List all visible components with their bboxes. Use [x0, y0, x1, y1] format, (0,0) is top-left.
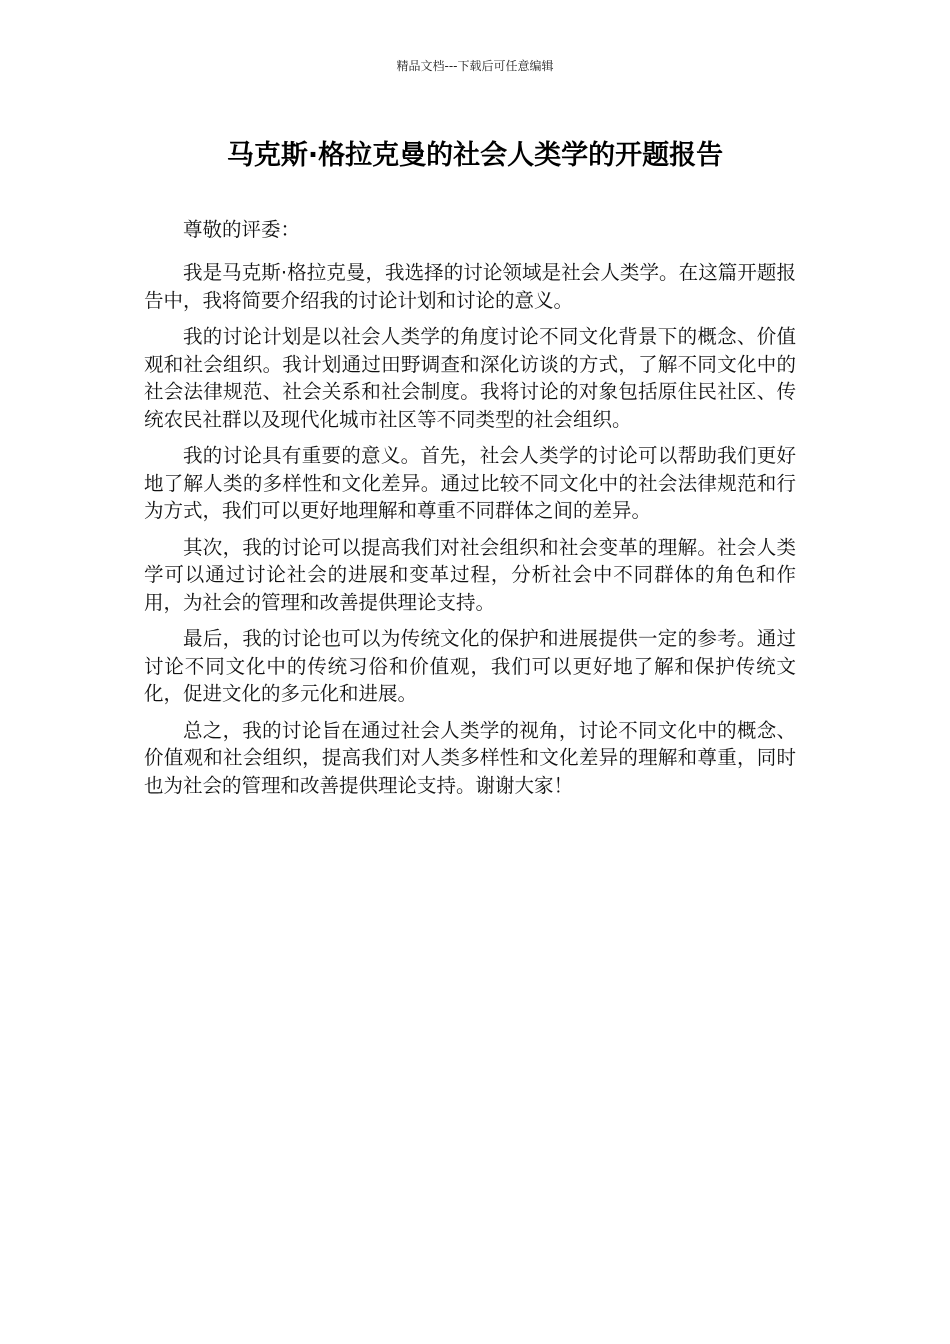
paragraph-finally: 最后，我的讨论也可以为传统文化的保护和进展提供一定的参考。通过讨论不同文化中的传统习俗和价值观，我们可以更好地了解和保护传统文化，促进文化的多元化和进展。 — [144, 627, 796, 705]
paragraph-secondly: 其次，我的讨论可以提高我们对社会组织和社会变革的理解。社会人类学可以通过讨论社会的进展和变革过程，分析社会中不同群体的角色和作用，为社会的管理和改善提供理论支持。 — [144, 535, 796, 614]
paragraph-significance: 我的讨论具有重要的意义。首先，社会人类学的讨论可以帮助我们更好地了解人类的多样性和文化差异。通过比较不同文化中的社会法律规范和行为方式，我们可以更好地理解和尊重不同群体之间的差异。 — [144, 444, 796, 522]
salutation: 尊敬的评委： — [183, 218, 301, 241]
paragraph-research-plan: 我的讨论计划是以社会人类学的角度讨论不同文化背景下的概念、价值观和社会组织。我计划通过田野调查和深化访谈的方式，了解不同文化中的社会法律规范、社会关系和社会制度。我将讨论的对象包括原住民社区、传统农民社群以及现代化城市社区等不同类型的社会组织。 — [144, 325, 796, 431]
paragraph-conclusion: 总之，我的讨论旨在通过社会人类学的视角，讨论不同文化中的概念、价值观和社会组织，提高我们对人类多样性和文化差异的理解和尊重，同时也为社会的管理和改善提供理论支持。谢谢大家！ — [144, 718, 796, 797]
header-note: 精品文档---下载后可任意编辑 — [396, 59, 554, 73]
document-body — [144, 215, 796, 808]
paragraph-intro: 我是马克斯·格拉克曼，我选择的讨论领域是社会人类学。在这篇开题报告中，我将简要介绍我的讨论计划和讨论的意义。 — [144, 261, 796, 312]
document-title: 马克斯·格拉克曼的社会人类学的开题报告 — [226, 140, 724, 171]
